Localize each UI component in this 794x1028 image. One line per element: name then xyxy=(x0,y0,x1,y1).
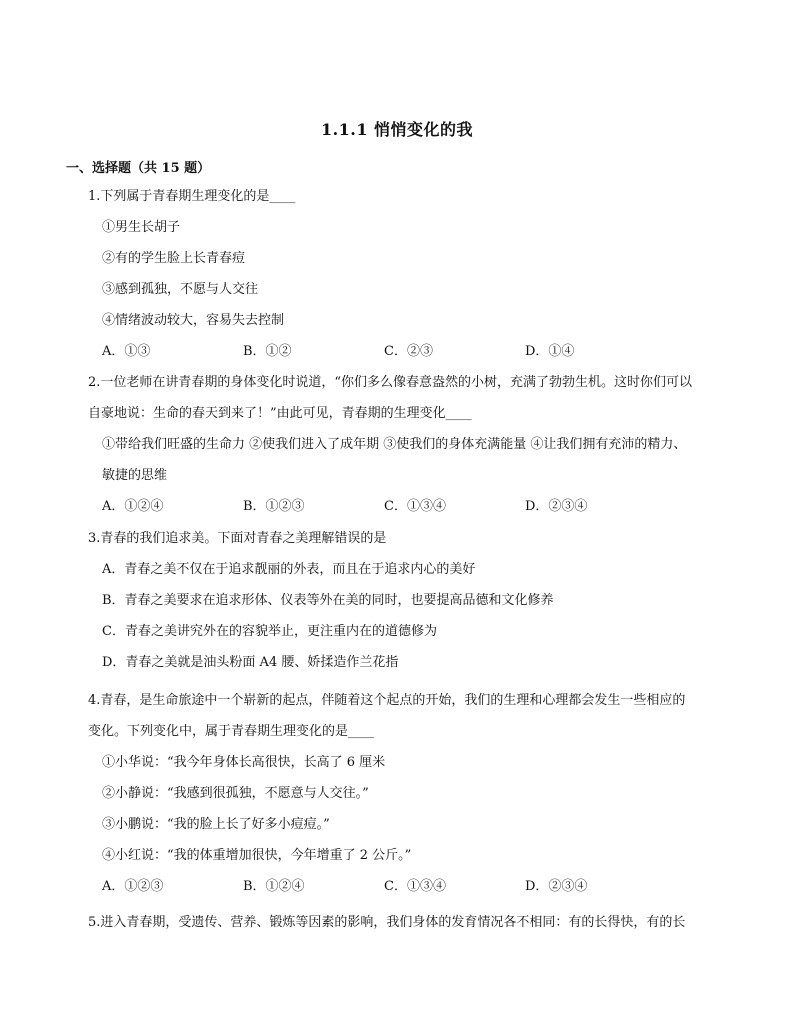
answer-option[interactable]: B．①②④ xyxy=(243,879,305,894)
answer-option[interactable]: A．①③ xyxy=(102,344,151,359)
question-item: ②有的学生脸上长青春痘 xyxy=(102,251,246,266)
answer-option[interactable]: B．①②③ xyxy=(243,499,305,514)
question-item: ③感到孤独，不愿与人交往 xyxy=(102,282,259,297)
question-item: ①带给我们旺盛的生命力 ②使我们进入了成年期 ③使我们的身体充满能量 ④让我们拥有充沛的精力、 xyxy=(102,437,687,452)
page-title: 1.1.1 悄悄变化的我 xyxy=(320,120,474,139)
answer-option[interactable]: A．①②③ xyxy=(102,879,164,894)
question-item: ④情绪波动较大，容易失去控制 xyxy=(102,313,285,328)
answer-option[interactable]: D．②③④ xyxy=(525,499,588,514)
answer-option[interactable]: C．①③④ xyxy=(384,499,446,514)
question-stem-line: 2.一位老师在讲青春期的身体变化时说道，“你们多么像春意盎然的小树，充满了勃勃生机。这时你们可以 xyxy=(88,367,744,398)
question-2 xyxy=(88,367,744,522)
question-item: C．青春之美讲究外在的容貌举止，更注重内在的道德修为 xyxy=(102,624,437,639)
question-number: 3. xyxy=(88,531,101,546)
question-number: 1. xyxy=(88,189,101,204)
question-item: A．青春之美不仅在于追求靓丽的外表，而且在于追求内心的美好 xyxy=(102,562,476,577)
answer-options xyxy=(88,491,744,522)
answer-option[interactable]: C．②③ xyxy=(384,344,433,359)
question-stem-line: 变化。下列变化中，属于青春期生理变化的是____ xyxy=(88,724,375,739)
answer-options xyxy=(88,336,744,367)
question-number: 5. xyxy=(88,915,101,930)
question-stem-line: 自豪地说：生命的春天到来了！”由此可见，青春期的生理变化____ xyxy=(88,406,472,421)
answer-option[interactable]: D．①④ xyxy=(525,344,575,359)
answer-option[interactable]: D．②③④ xyxy=(525,879,588,894)
answer-option[interactable]: B．①② xyxy=(243,344,292,359)
question-stem-line: 3.青春的我们追求美。下面对青春之美理解错误的是 xyxy=(88,523,744,554)
section-heading: 一、选择题（共 15 题） xyxy=(66,161,211,176)
question-stem-line: 5.进入青春期，受遗传、营养、锻炼等因素的影响，我们身体的发育情况各不相同：有的长得快，有的长 xyxy=(88,907,744,938)
question-1 xyxy=(88,181,744,367)
answer-options xyxy=(88,871,744,902)
question-3 xyxy=(88,523,744,678)
question-item: ①男生长胡子 xyxy=(102,220,181,235)
question-item: ①小华说：“我今年身体长高很快，长高了 6 厘米 xyxy=(102,755,386,770)
question-number: 2. xyxy=(88,375,101,390)
question-item: ②小静说：“我感到很孤独，不愿意与人交往。” xyxy=(102,786,369,801)
answer-option[interactable]: A．①②④ xyxy=(102,499,164,514)
question-4 xyxy=(88,685,744,902)
question-5 xyxy=(88,907,744,938)
question-item: 敏捷的思维 xyxy=(102,468,168,483)
answer-option[interactable]: C．①③④ xyxy=(384,879,446,894)
question-number: 4. xyxy=(88,693,101,708)
question-item: D．青春之美就是油头粉面 A4 腰、娇揉造作兰花指 xyxy=(102,655,399,670)
question-stem-line: 4.青春，是生命旅途中一个崭新的起点，伴随着这个起点的开始，我们的生理和心理都会发生一些相应的 xyxy=(88,685,744,716)
question-item: B．青春之美要求在追求形体、仪表等外在美的同时，也要提高品德和文化修养 xyxy=(102,593,554,608)
question-item: ③小鹏说：“我的脸上长了好多小痘痘。” xyxy=(102,817,330,832)
question-item: ④小红说：“我的体重增加很快，今年增重了 2 公斤。” xyxy=(102,848,412,863)
question-stem-line: 1.下列属于青春期生理变化的是____ xyxy=(88,181,744,212)
